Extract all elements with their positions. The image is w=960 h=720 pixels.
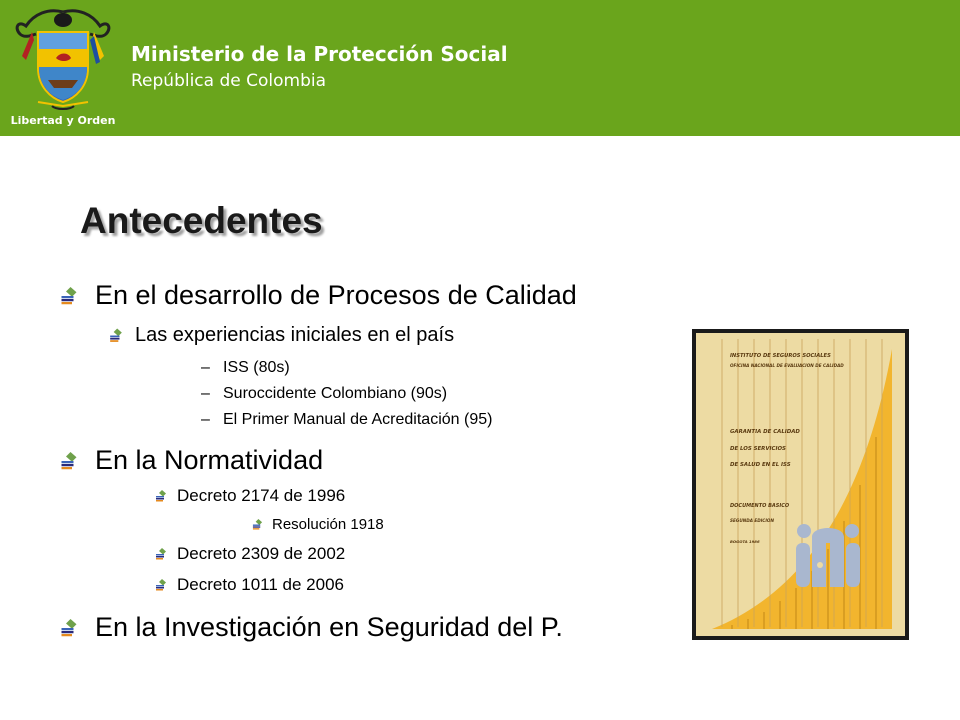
- bullet-experiencias: [109, 324, 454, 347]
- bullet-text: Decreto 2309 de 2002: [177, 544, 346, 563]
- cover-line1: INSTITUTO DE SEGUROS SOCIALES: [730, 353, 831, 359]
- motto-text: Libertad y Orden: [10, 114, 116, 127]
- coat-of-arms-icon: [8, 6, 118, 130]
- bullet-calidad: [60, 280, 577, 311]
- bullet-text: En la Investigación en Seguridad del P.: [95, 612, 563, 642]
- bullet-text: En la Normatividad: [95, 445, 324, 475]
- bullet-icon: [60, 618, 78, 638]
- cover-line3: GARANTIA DE CALIDAD: [730, 429, 800, 435]
- cover-line6: DOCUMENTO BASICO: [730, 503, 790, 509]
- subitem-suroccidente: [201, 385, 447, 403]
- bullet-investigacion: [60, 612, 563, 643]
- bullet-text: Las experiencias iniciales en el país: [135, 324, 455, 346]
- header-bar: [0, 0, 960, 136]
- cover-line8: BOGOTA 1986: [730, 539, 760, 544]
- bullet-decreto-2174: [155, 486, 345, 506]
- subitem-iss: [201, 359, 290, 377]
- bullet-icon: [155, 547, 167, 561]
- bullet-text: Decreto 1011 de 2006: [177, 575, 344, 594]
- dash-marker: –: [201, 359, 210, 376]
- slide-title: Antecedentes: [80, 200, 323, 241]
- cover-line5: DE SALUD EN EL ISS: [730, 462, 791, 468]
- org-name: Ministerio de la Protección Social: [131, 42, 508, 66]
- bullet-decreto-2309: [155, 544, 345, 564]
- subitem-manual: [201, 411, 492, 429]
- cover-line7: SEGUNDA EDICION: [730, 518, 774, 523]
- bullet-text: Decreto 2174 de 1996: [177, 486, 346, 505]
- bullet-icon: [155, 489, 167, 503]
- dash-marker: –: [201, 411, 210, 428]
- cover-line2: OFICINA NACIONAL DE EVALUACION DE CALIDAD: [730, 363, 844, 368]
- book-cover-image: [692, 329, 909, 640]
- subitem-text: El Primer Manual de Acreditación (95): [223, 411, 493, 428]
- bullet-decreto-1011: [155, 575, 344, 595]
- bullet-normatividad: [60, 445, 323, 476]
- dash-marker: –: [201, 385, 210, 402]
- cover-line4: DE LOS SERVICIOS: [730, 446, 786, 452]
- bullet-text: Resolución 1918: [272, 516, 384, 533]
- bullet-icon: [155, 578, 167, 592]
- bullet-icon: [252, 518, 263, 531]
- org-subtitle: República de Colombia: [131, 71, 327, 91]
- subitem-text: Suroccidente Colombiano (90s): [223, 385, 448, 402]
- bullet-icon: [60, 451, 78, 471]
- bullet-text: En el desarrollo de Procesos de Calidad: [95, 280, 577, 310]
- bullet-resolucion-1918: [252, 516, 384, 533]
- bullet-icon: [109, 328, 123, 343]
- bullet-icon: [60, 286, 78, 306]
- subitem-text: ISS (80s): [223, 359, 290, 376]
